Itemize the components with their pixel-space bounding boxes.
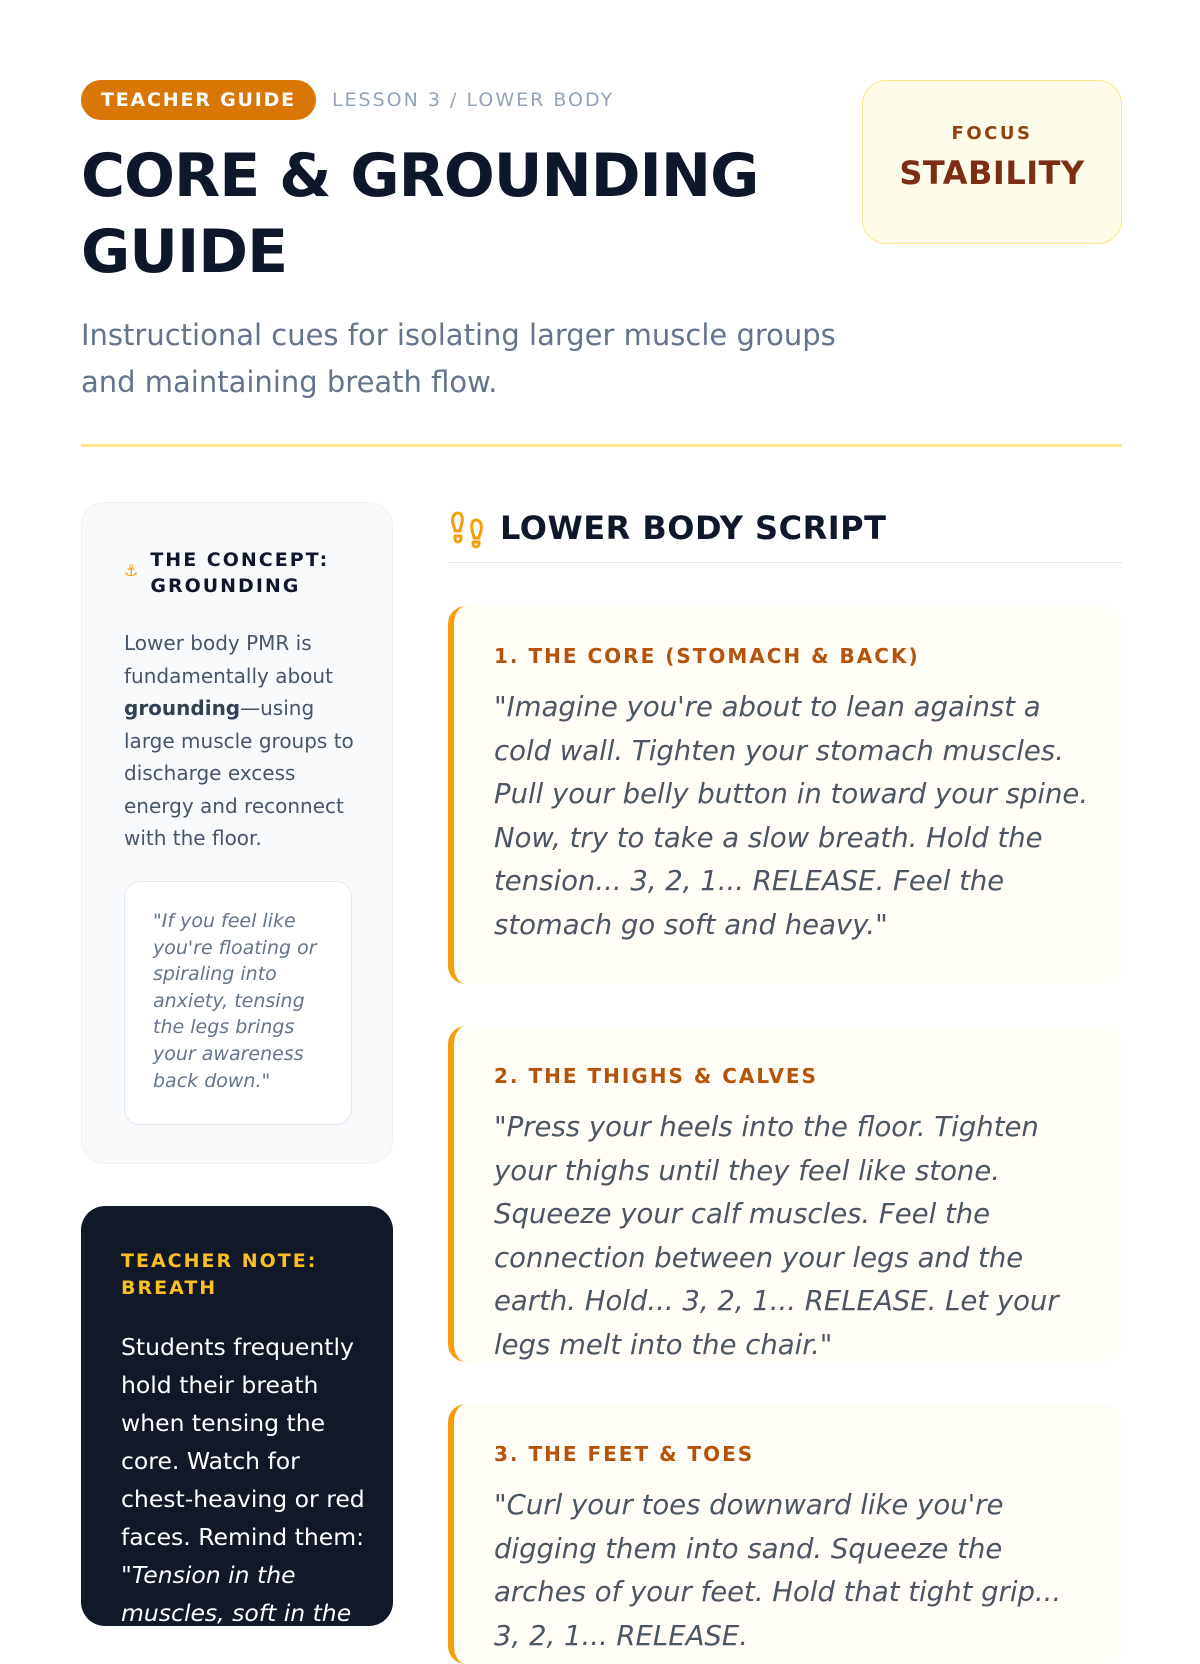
focus-label: FOCUS — [951, 123, 1033, 144]
teacher-note-body — [121, 1328, 371, 1632]
step-text: "Press your heels into the floor. Tighten your thighs until they feel like stone. Squeeze your calf muscles. Feel the connection between your legs and the earth. Hold... 3, 2, 1... RELEASE. Let your legs melt into the chair." — [494, 1111, 1059, 1361]
step-label: 2. THE THIGHS & CALVES — [494, 1064, 818, 1088]
concept-quote-box — [124, 881, 352, 1125]
teacher-guide-badge: TEACHER GUIDE — [81, 80, 316, 120]
page-subtitle: Instructional cues for isolating larger muscle groups and maintaining breath flow. — [81, 318, 836, 399]
step-text: "Imagine you're about to lean against a cold wall. Tighten your stomach muscles. Pull your belly button in toward your spine. Now, try to take a slow breath. Hold the tension... 3, 2, 1... RELEASE. Feel the stomach go soft and heavy." — [494, 691, 1089, 941]
teacher-note-quote: "Tension in the muscles, soft in the — [121, 1561, 352, 1627]
concept-body-end: —using large muscle groups to discharge excess energy and reconnect with the floor. — [124, 696, 354, 850]
step-card-core — [448, 606, 1122, 984]
focus-value: STABILITY — [899, 154, 1085, 192]
concept-card — [81, 502, 393, 1164]
concept-header — [124, 547, 392, 599]
anchor-icon: ⚓ — [124, 563, 139, 580]
teacher-note-card — [81, 1206, 393, 1626]
breadcrumb: LESSON 3 / LOWER BODY — [331, 89, 615, 111]
header-divider — [81, 444, 1122, 447]
teacher-note-text: Students frequently hold their breath when tensing the core. Watch for chest-heaving or red faces. Remind them: — [121, 1333, 365, 1551]
step-text: "Curl your toes downward like you're digging them into sand. Squeeze the arches of your feet. Hold that tight grip... 3, 2, 1... RELEASE. — [494, 1489, 1062, 1652]
step-label: 1. THE CORE (STOMACH & BACK) — [494, 644, 920, 668]
step-label: 3. THE FEET & TOES — [494, 1442, 755, 1466]
step-card-thighs — [448, 1026, 1122, 1362]
focus-card — [862, 80, 1122, 244]
page-title: CORE & GROUNDING GUIDE — [81, 141, 759, 287]
concept-body — [124, 627, 364, 855]
step-card-feet — [448, 1404, 1122, 1664]
script-header — [448, 508, 1122, 563]
teacher-note-title: TEACHER NOTE: BREATH — [121, 1250, 318, 1299]
concept-body-start: Lower body PMR is fundamentally about — [124, 631, 333, 688]
concept-body-keyword: grounding — [124, 696, 241, 720]
footprints-icon — [448, 508, 486, 548]
concept-title: THE CONCEPT: GROUNDING — [150, 549, 330, 597]
script-title: LOWER BODY SCRIPT — [500, 509, 887, 547]
concept-quote: "If you feel like you're floating or spiraling into anxiety, tensing the legs brings your awareness back down." — [153, 910, 317, 1092]
